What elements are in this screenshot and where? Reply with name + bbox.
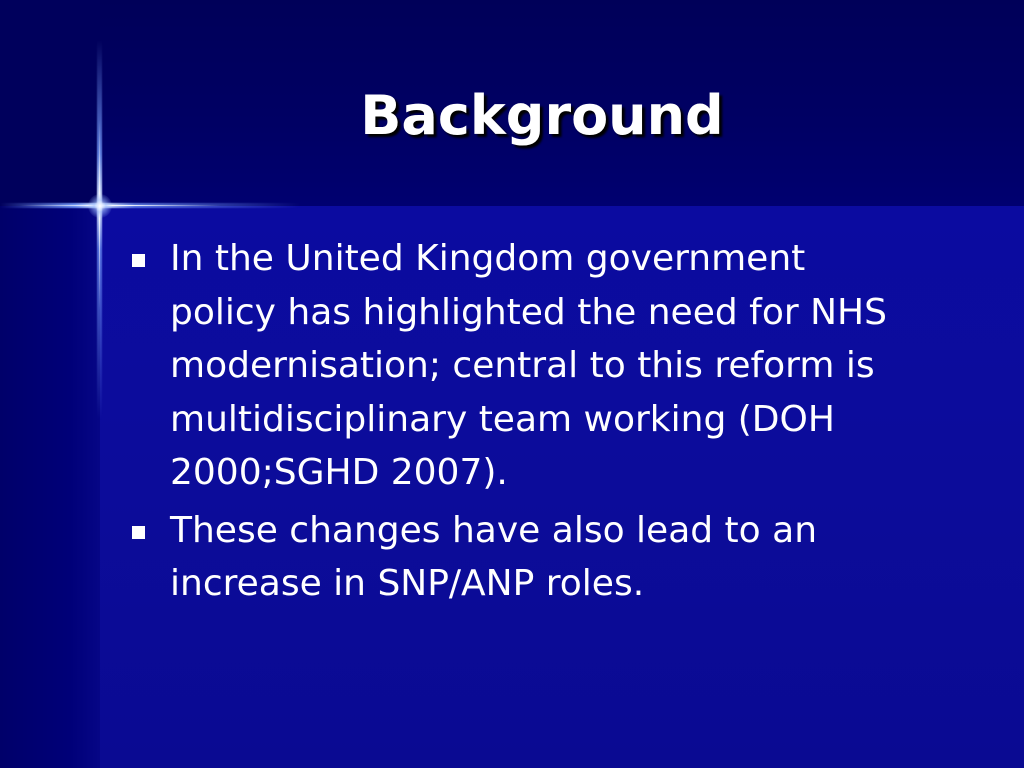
bullet-item [130, 232, 920, 500]
glow-horizontal-core [20, 205, 220, 206]
bullet-item [130, 504, 920, 611]
bullet-text: In the United Kingdom government policy has highlighted the need for NHS modernisation; central to this reform is multidisciplinary team working (DOH 2000;SGHD 2007). [170, 238, 887, 493]
square-bullet-icon [132, 254, 145, 267]
square-bullet-icon [132, 526, 145, 539]
bullet-text: These changes have also lead to an increase in SNP/ANP roles. [170, 509, 818, 604]
sparkle-icon [88, 194, 112, 218]
top-left-corner [0, 0, 100, 206]
bullet-list [130, 232, 920, 615]
slide-title: Background [360, 84, 724, 147]
